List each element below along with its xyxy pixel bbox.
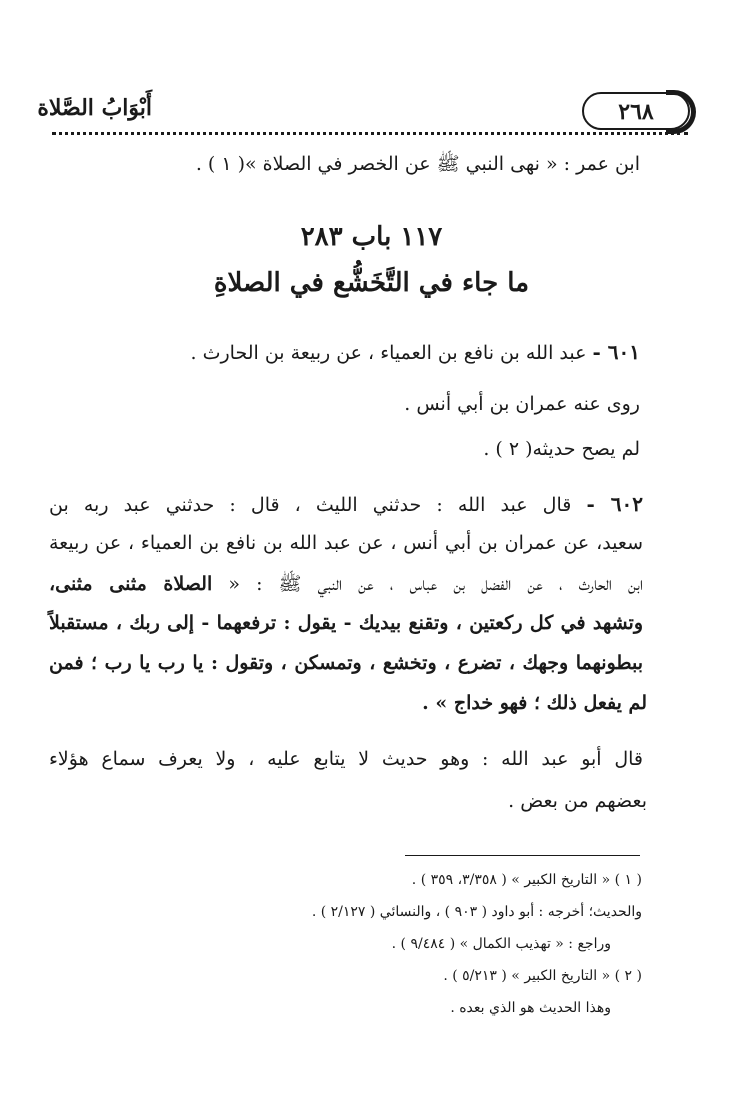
- entry-602-line6: لم يفعل ذلك ؛ فهو خداج » .: [422, 692, 647, 714]
- footnote-divider: [405, 855, 640, 856]
- continuation-line: ابن عمر : « نهى النبي ﷺ عن الخصر في الصلاة »( ١ ) .: [195, 153, 640, 175]
- entry-number: ٦٠٢ -: [586, 492, 643, 516]
- footnote-2-line2: وهذا الحديث هو الذي بعده .: [450, 1000, 611, 1016]
- footnote-1-line3: وراجع : « تهذيب الكمال » ( ٩/٤٨٤ ) .: [391, 936, 611, 952]
- entry-number: ٦٠١ -: [592, 340, 640, 364]
- entry-601-line3: لم يصح حديثه( ٢ ) .: [483, 438, 640, 460]
- entry-602-line4: وتشهد في كل ركعتين ، وتقنع بيديك - يقول : ترفعهما - إلى ربك ، مستقبلاً: [49, 612, 643, 634]
- page-number: ٢٦٨: [618, 99, 654, 125]
- entry-text: قال عبد الله : حدثني الليث ، قال : حدثني عبد ربه بن: [49, 494, 572, 516]
- comment-line2: بعضهم من بعض .: [508, 790, 647, 812]
- running-title: أَبْوَابُ الصَّلاة: [37, 95, 152, 121]
- entry-602-line2: سعيد، عن عمران بن أبي أنس ، عن عبد الله بن نافع بن العمياء ، عن ربيعة: [49, 532, 643, 554]
- comment-line1: قال أبو عبد الله : وهو حديث لا يتابع عليه ، ولا يعرف سماع هؤلاء: [49, 748, 643, 770]
- entry-text: عبد الله بن نافع بن العمياء ، عن ربيعة بن الحارث .: [190, 342, 587, 364]
- footnote-1-line2: والحديث؛ أخرجه : أبو داود ( ٩٠٣ ) ، والنسائي ( ٢/١٢٧ ) .: [311, 904, 642, 920]
- footnote-1: ( ١ ) « التاريخ الكبير » ( ٣/٣٥٨، ٣٥٩ ) .: [411, 872, 642, 888]
- chapter-heading: ١١٧ باب ٢٨٣: [300, 222, 443, 252]
- page-number-badge: [582, 92, 690, 130]
- entry-601: [191, 340, 640, 364]
- entry-602-line5: ببطونهما وجهك ، تضرع ، وتخشع ، وتمسكن ، وتقول : يا رب يا رب ؛ فمن: [49, 652, 643, 674]
- entry-text: ابن الحارث ، عن الفضل بن عباس ، عن النبي ﷺ : «: [228, 573, 643, 595]
- entry-602-line1: [49, 492, 643, 516]
- footnote-2: ( ٢ ) « التاريخ الكبير » ( ٥/٢١٣ ) .: [443, 968, 642, 984]
- header-divider: [52, 132, 688, 135]
- entry-601-line2: روى عنه عمران بن أبي أنس .: [404, 393, 640, 415]
- chapter-title: ما جاء في التَّخَشُّع في الصلاةِ: [213, 268, 530, 298]
- entry-602-line3: [49, 572, 643, 600]
- hadith-text: الصلاة مثنى مثنى،: [49, 573, 213, 595]
